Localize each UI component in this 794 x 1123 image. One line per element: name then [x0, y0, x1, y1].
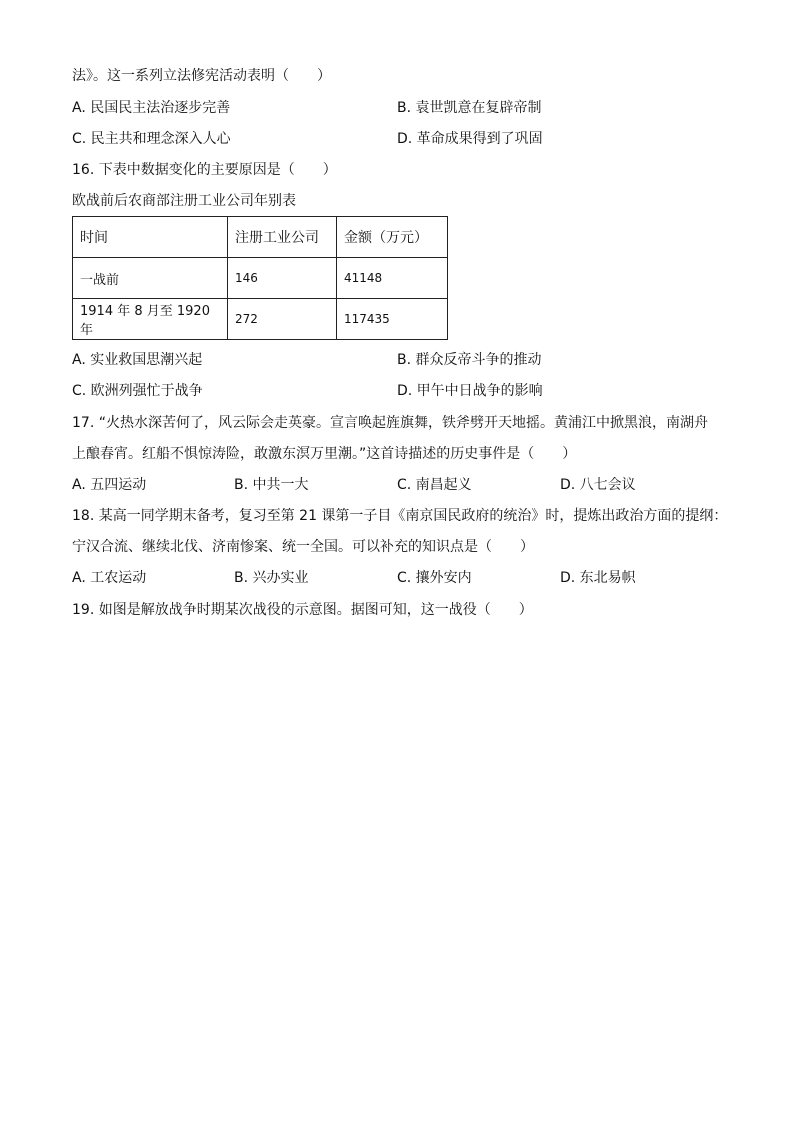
q18-option-c[interactable]: C. 攘外安内	[397, 570, 472, 586]
q17-option-c[interactable]: C. 南昌起义	[397, 477, 472, 493]
q17-stem-line2: 上酿春宵。红船不惧惊涛险，敢激东溟万里潮。”这首诗描述的历史事件是（ ）	[72, 446, 577, 462]
table-row	[73, 258, 448, 299]
q19-stem: 19. 如图是解放战争时期某次战役的示意图。据图可知，这一战役（ ）	[72, 602, 533, 618]
q18-option-b[interactable]: B. 兴办实业	[234, 570, 309, 586]
q15-option-d[interactable]: D. 革命成果得到了巩固	[397, 131, 543, 147]
q17-stem-line1: 17. “火热水深苦何了，风云际会走英豪。宣言唤起旌旗舞，铁斧劈开天地摇。黄浦江中掀黑浪，南湖舟	[72, 415, 708, 431]
table-cell: 1914 年 8 月至 1920 年	[73, 299, 228, 340]
q18-option-a[interactable]: A. 工农运动	[72, 570, 147, 586]
q16-option-a[interactable]: A. 实业救国思潮兴起	[72, 352, 203, 368]
q15-option-a[interactable]: A. 民国民主法治逐步完善	[72, 100, 231, 116]
q16-option-b[interactable]: B. 群众反帝斗争的推动	[397, 352, 542, 368]
q17-option-a[interactable]: A. 五四运动	[72, 477, 147, 493]
table-cell: 146	[228, 258, 337, 299]
table-cell: 117435	[337, 299, 448, 340]
q15-option-b[interactable]: B. 袁世凯意在复辟帝制	[397, 100, 542, 116]
table-row	[73, 299, 448, 340]
q17-option-b[interactable]: B. 中共一大	[234, 477, 309, 493]
q16-option-c[interactable]: C. 欧洲列强忙于战争	[72, 383, 203, 399]
q16-stem: 16. 下表中数据变化的主要原因是（ ）	[72, 162, 337, 178]
q16-data-table	[72, 216, 448, 340]
q16-table-title: 欧战前后农商部注册工业公司年别表	[72, 193, 296, 209]
q18-stem-line2: 宁汉合流、继续北伐、济南惨案、统一全国。可以补充的知识点是（ ）	[72, 539, 534, 555]
table-header-cell: 时间	[73, 217, 228, 258]
q15-option-c[interactable]: C. 民主共和理念深入人心	[72, 131, 231, 147]
table-header-cell: 注册工业公司	[228, 217, 337, 258]
table-cell: 一战前	[73, 258, 228, 299]
q17-option-d[interactable]: D. 八七会议	[560, 477, 636, 493]
q18-option-d[interactable]: D. 东北易帜	[560, 570, 636, 586]
table-cell: 272	[228, 299, 337, 340]
table-cell: 41148	[337, 258, 448, 299]
q15-stem-tail: 法》。这一系列立法修宪活动表明（ ）	[72, 68, 331, 84]
q18-stem-line1: 18. 某高一同学期末备考，复习至第 21 课第一子目《南京国民政府的统治》时，提炼出政治方面的提纲：	[72, 508, 728, 524]
q16-option-d[interactable]: D. 甲午中日战争的影响	[397, 383, 543, 399]
table-header-row	[73, 217, 448, 258]
table-header-cell: 金额（万元）	[337, 217, 448, 258]
